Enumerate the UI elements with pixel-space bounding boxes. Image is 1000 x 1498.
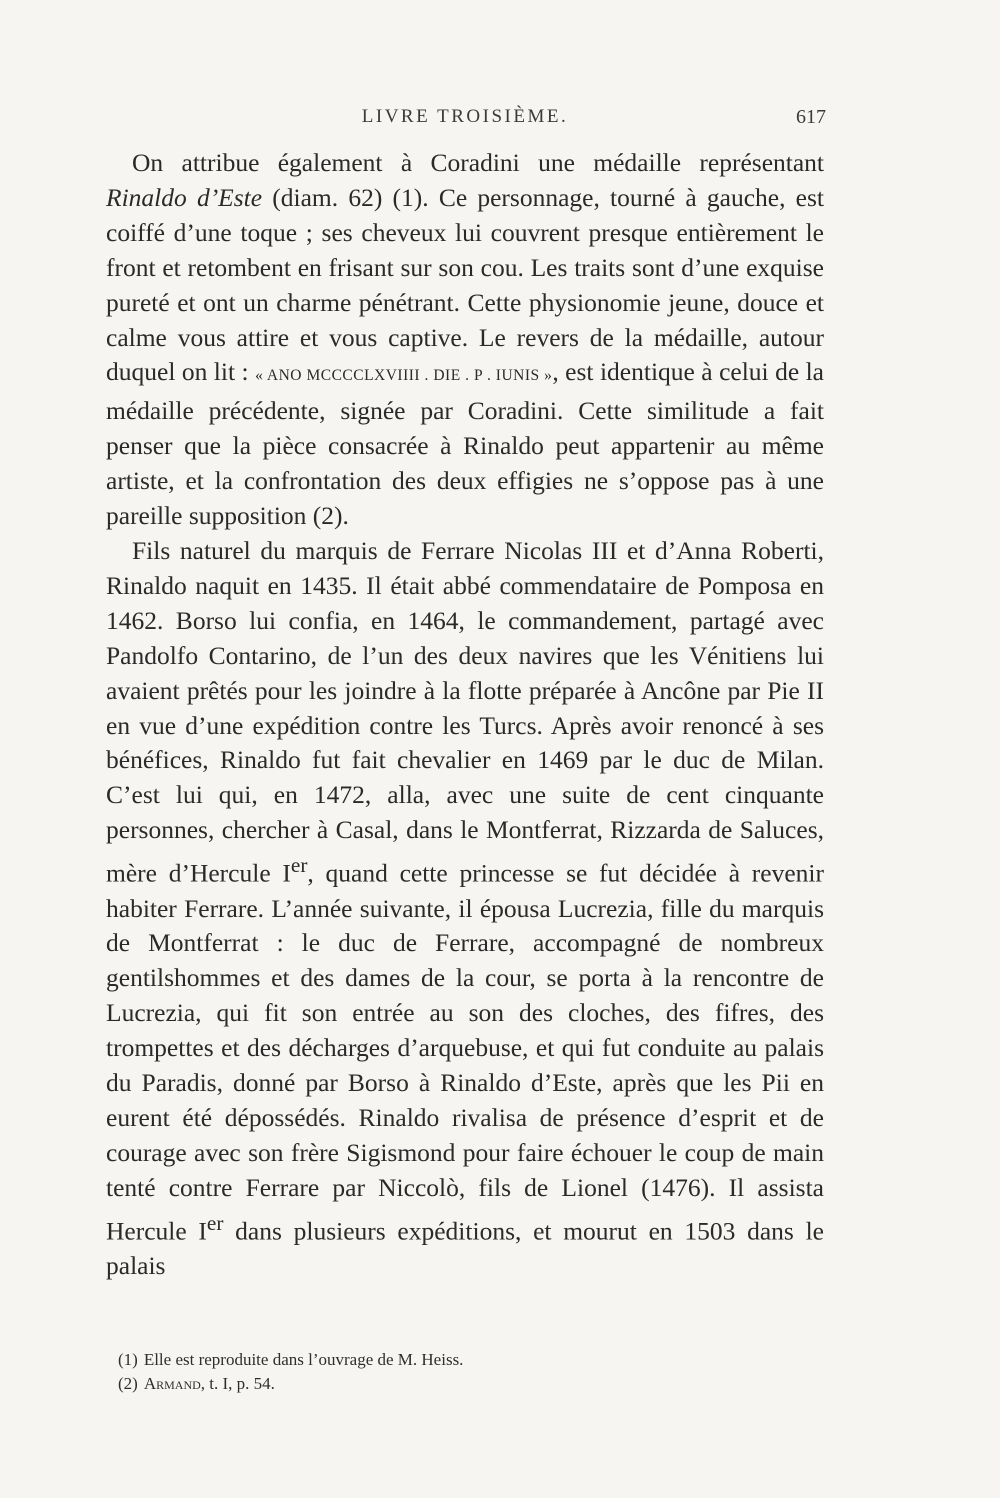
paragraph-2-text-a: Fils naturel du marquis de Ferrare Nicolas III et d’Anna Roberti, Rinaldo naquit en 1435. Il était abbé commendataire de Pomposa en 1462. Borso lui confia, en 1464, le commandement, partagé avec Pandolfo Contarino, de l’un des deux navires que les Vénitiens lui avaient prêtés pour les joindre à la flotte préparée à Ancône par Pie II en vue d’une expédition contre les Turcs. Après avoir renoncé à ses bénéfices, Rinaldo fut fait chevalier en 1469 par le duc de Milan. C’est lui qui, en 1472, alla, avec une suite de cent cinquante personnes, chercher à Casal, dans le Montferrat, Rizzarda de Saluces, mère d’Hercule I (106, 535, 824, 888)
footnote-text: Elle est reproduite dans l’ouvrage de M. Heiss. (143, 1350, 464, 1369)
footnote-author: Armand (143, 1374, 201, 1393)
running-title: LIVRE TROISIÈME. (361, 106, 569, 127)
paragraph-1-text-c: , est identique à celui de la médaille précédente, signée par Coradini. Cette similitude a fait penser que la pièce consacrée à Rinaldo peut appartenir au même artiste, et la confrontation des deux effigies ne s’oppose pas à une pareille supposition (2). (106, 357, 825, 531)
footnote-text: , t. I, p. 54. (200, 1374, 275, 1393)
paragraph-2 (106, 534, 824, 1284)
body-text (106, 146, 824, 1284)
running-head (106, 106, 824, 136)
medal-inscription: « ANO MCCCCLXVIIII . DIE . P . IUNIS » (255, 367, 553, 385)
paragraph-1-text-a: On attribue également à Coradini une médaille représentant (132, 148, 824, 177)
footnote-marker: (2) (118, 1374, 138, 1393)
superscript-er-2: er (206, 1210, 224, 1235)
italic-name-rinaldo: Rinaldo d’Este (106, 182, 263, 212)
footnote-2 (118, 1372, 818, 1396)
footnote-marker: (1) (118, 1350, 138, 1369)
footnotes (118, 1348, 818, 1396)
paragraph-2-text-b: , quand cette princesse se fut décidée à revenir habiter Ferrare. L’année suivante, il épousa Lucrezia, fille du marquis de Montferrat : le duc de Ferrare, accompagné de nombreux gentilshommes et des dames de la cour, se porta à la rencontre de Lucrezia, qui fit son entrée au son des cloches, des fifres, des trompettes et des décharges d’arquebuse, et qui fut conduite au palais du Paradis, donné par Borso à Rinaldo d’Este, après que les Pii en eurent été dépossédés. Rinaldo rivalisa de présence d’esprit et de courage avec son frère Sigismond pour faire échouer le coup de main tenté contre Ferrare par Niccolò, fils de Lionel (1476). Il assista Hercule I (106, 858, 824, 1246)
page-number: 617 (796, 106, 826, 128)
paragraph-1-text-b: (diam. 62) (1). Ce personnage, tourné à gauche, est coiffé d’une toque ; ses cheveux lui couvrent presque entièrement le front et retombent en frisant sur son cou. Les traits sont d’une exquise pureté et ont un charme pénétrant. Cette physionomie jeune, douce et calme vous attire et vous captive. Le revers de la médaille, autour duquel on lit : (106, 182, 824, 387)
paragraph-1 (106, 146, 824, 534)
superscript-er-1: er (290, 853, 308, 878)
paragraph-2-text-c: dans plusieurs expéditions, et mourut en 1503 dans le palais (106, 1216, 824, 1281)
footnote-1 (118, 1348, 818, 1372)
